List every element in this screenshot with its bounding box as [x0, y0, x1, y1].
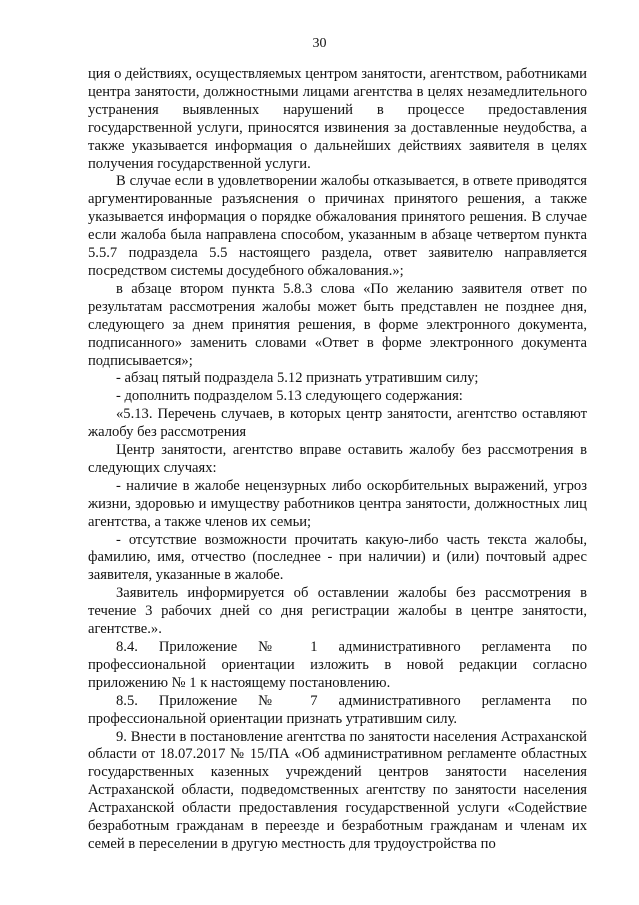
page-number: 30: [312, 36, 327, 51]
paragraph-8-5: 8.5. Приложение № 7 административного регламента по профессиональной ориентации признать утратившим силу.: [88, 692, 587, 727]
document-body: [88, 66, 587, 854]
list-item-unreadable-text: - отсутствие возможности прочитать какую-либо часть текста жалобы, фамилию, имя, отчество (последнее - при наличии) и (или) почтовый адрес заявителя, указанные в жалобе.: [88, 531, 587, 584]
list-item-add-5-13: - дополнить подразделом 5.13 следующего содержания:: [116, 388, 463, 405]
section-heading-5-13: «5.13. Перечень случаев, в которых центр занятости, агентство оставляют жалобу без рассмотрения: [88, 406, 587, 441]
paragraph-9: 9. Внести в постановление агентства по занятости населения Астраханской области от 18.07.2017 № 15/ПА «Об административном регламенте областных государственных казенных учреждений центров занятости населения Астраханской области, подведомственных агентству по занятости населения Астраханской области предоставления государственной услуги «Содействие безработным гражданам в переезде и безработным гражданам и членам их семей в переселении в другую местность для трудоустройства по: [88, 728, 587, 852]
paragraph-refusal-response: В случае если в удовлетворении жалобы отказывается, в ответе приводятся аргументированные разъяснения о причинах принятого решения, а также указывается информация о порядке обжалования принятого решения. В случае если жалоба была направлена способом, указанным в абзаце четвертом пункта 5.5.7 подраздела 5.5 настоящего раздела, ответ заявителю направляется посредством системы досудебного обжалования.»;: [88, 173, 587, 279]
paragraph-continuation: ция о действиях, осуществляемых центром занятости, агентством, работниками центра занятости, должностными лицами агентства в целях незамедлительного устранения выявленных нарушений в процессе предоставления государственной услуги, приносятся извинения за доставленные неудобства, а также указывается информация о дальнейших действиях заявителя в целях получения государственной услуги.: [88, 66, 587, 172]
paragraph-amendment-5-8-3: в абзаце втором пункта 5.8.3 слова «По желанию заявителя ответ по результатам рассмотрения жалобы может быть представлен не позднее дня, следующего за днем принятия решения, в форме электронного документа, подписанного» заменить словами «Ответ в форме электронного документа подписывается»;: [88, 280, 587, 369]
paragraph-grounds-intro: Центр занятости, агентство вправе оставить жалобу без рассмотрения в следующих случаях:: [88, 442, 587, 476]
list-item-5-12: - абзац пятый подраздела 5.12 признать утратившим силу;: [116, 370, 479, 387]
list-item-obscene-language: - наличие в жалобе нецензурных либо оскорбительных выражений, угроз жизни, здоровью и имуществу работников центра занятости, должностных лиц агентства, а также членов их семьи;: [88, 477, 587, 530]
paragraph-applicant-notice: Заявитель информируется об оставлении жалобы без рассмотрения в течение 3 рабочих дней со дня регистрации жалобы в центре занятости, агентстве.».: [88, 585, 587, 638]
paragraph-8-4: 8.4. Приложение № 1 административного регламента по профессиональной ориентации изложить в новой редакции согласно приложению № 1 к настоящему постановлению.: [88, 639, 587, 691]
